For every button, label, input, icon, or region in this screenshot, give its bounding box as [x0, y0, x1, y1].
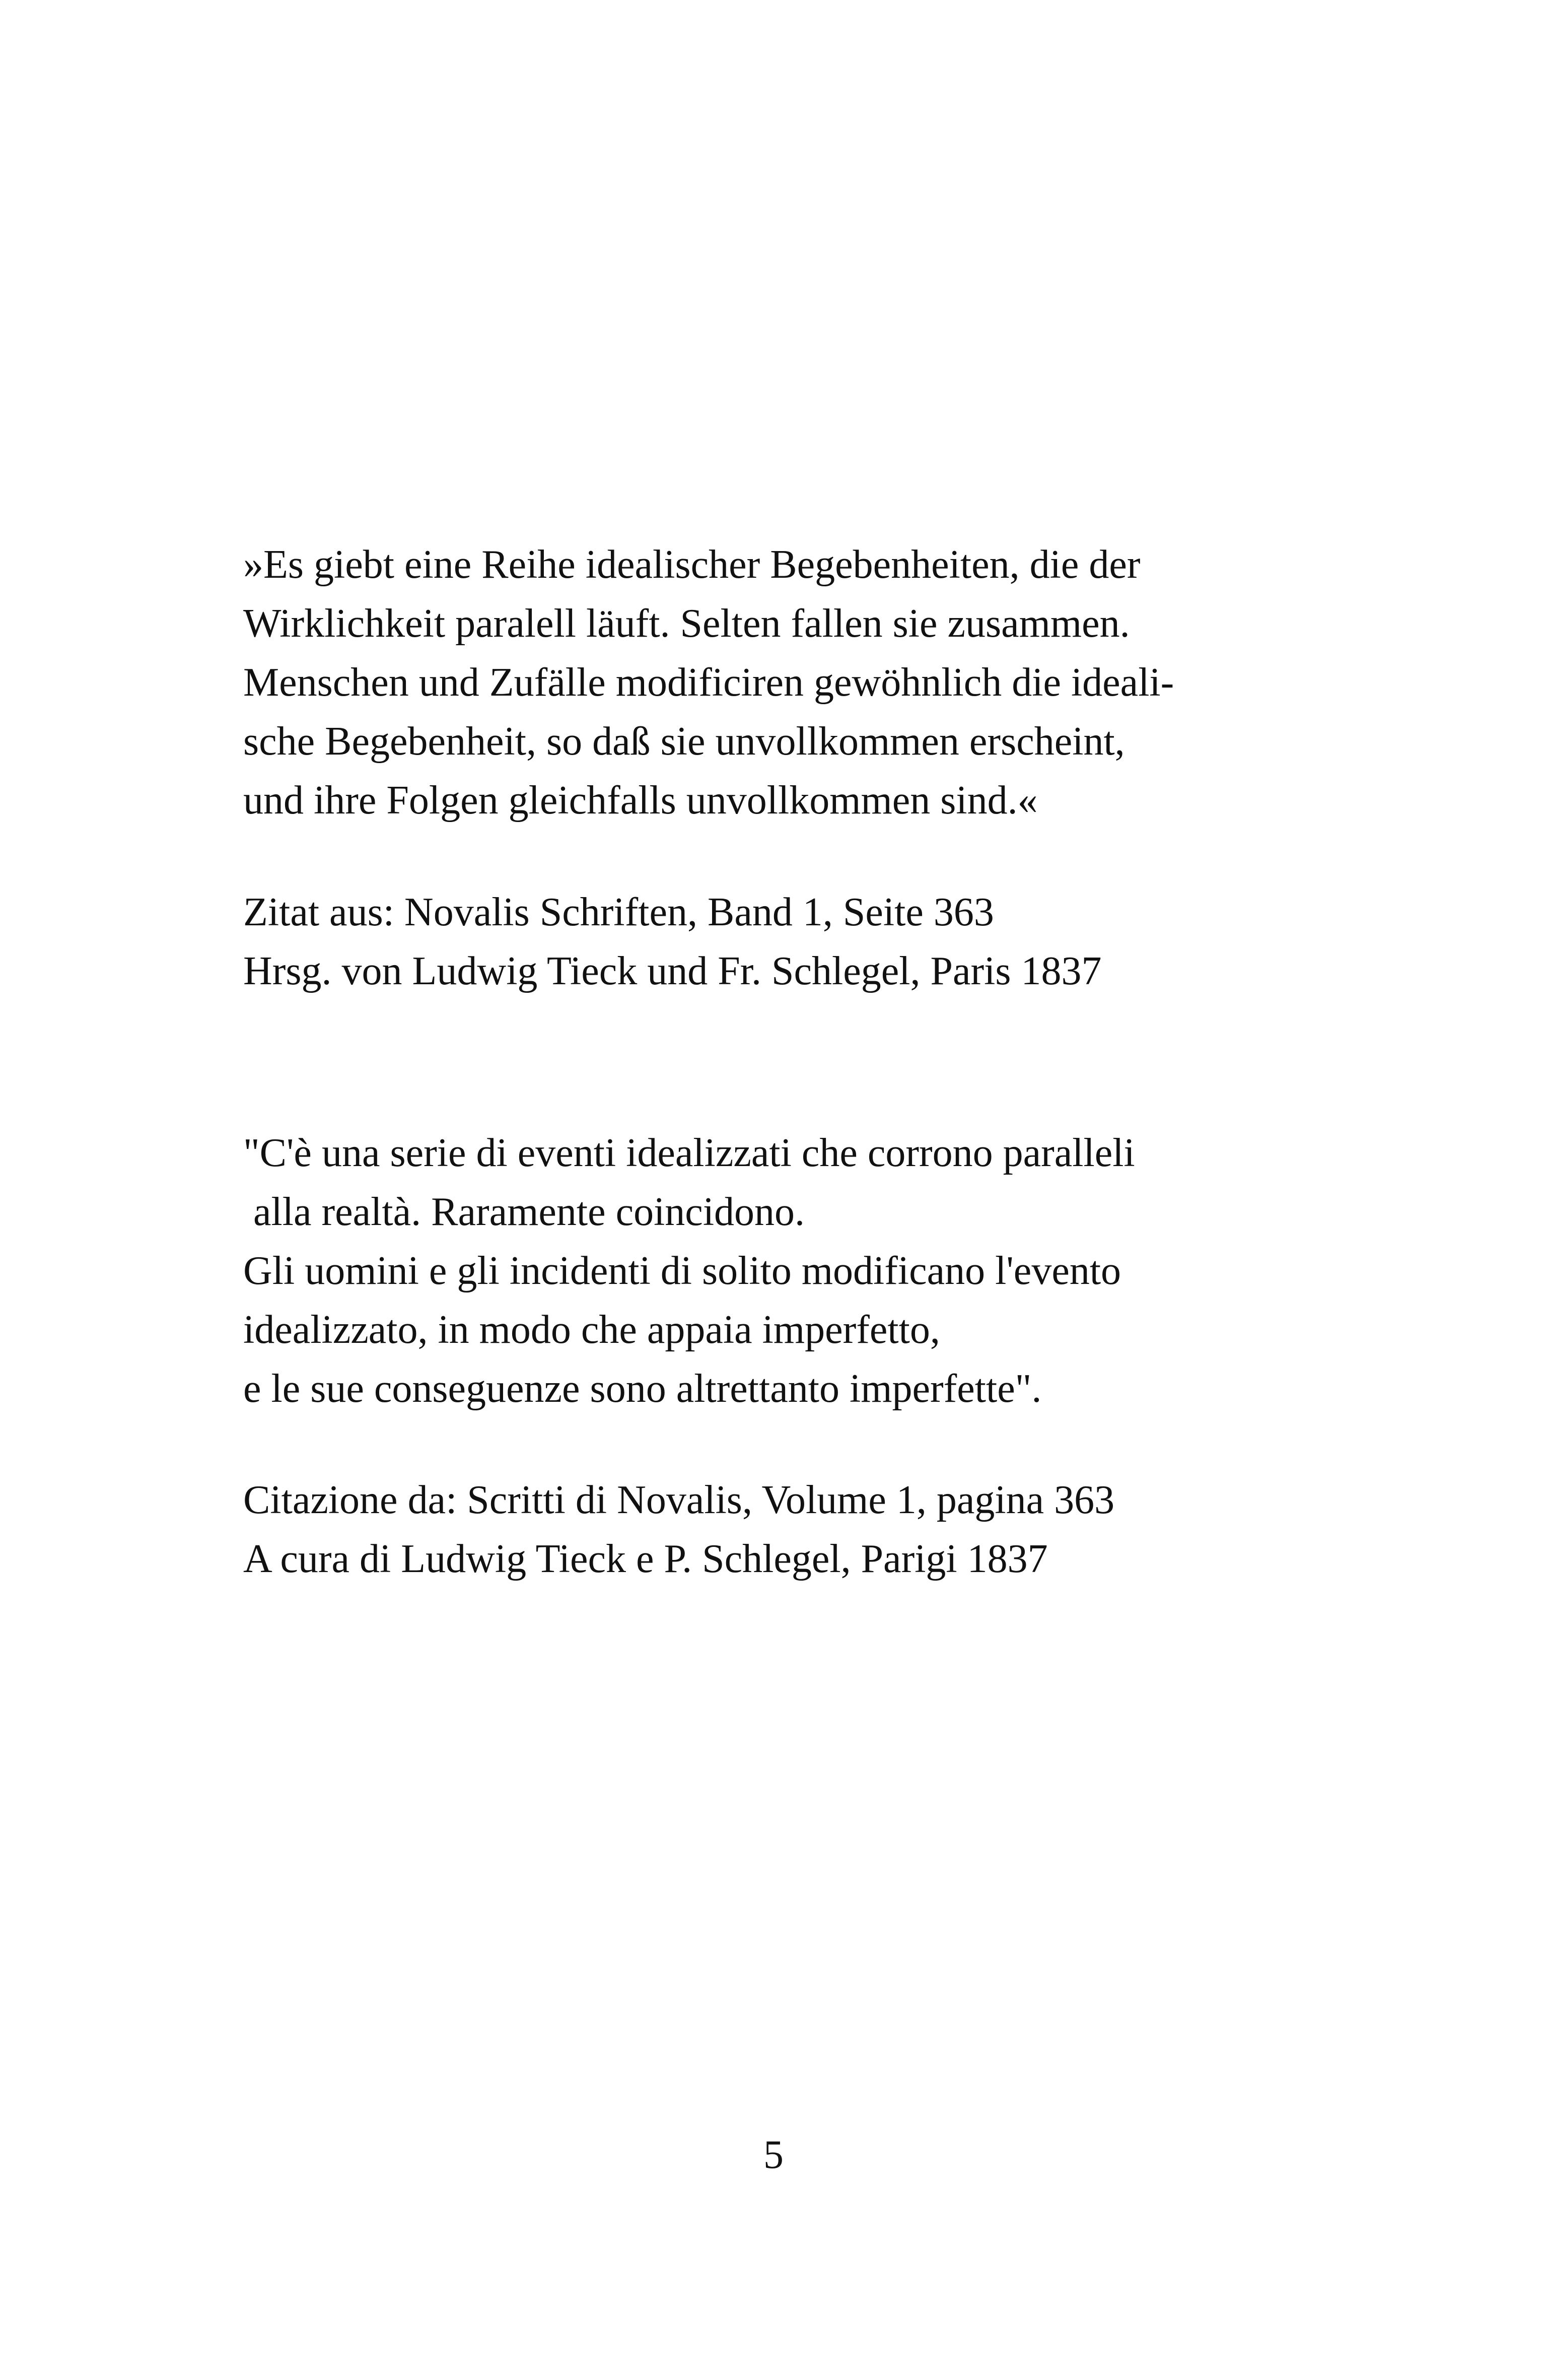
italian-quote-line-4: idealizzato, in modo che appaia imperfetto, — [243, 1308, 940, 1352]
german-quote-line-5: und ihre Folgen gleichfalls unvollkommen sind.« — [243, 778, 1038, 823]
german-source-line-1: Zitat aus: Novalis Schriften, Band 1, Seite 363 — [243, 890, 994, 934]
italian-source-line-2: A cura di Ludwig Tieck e P. Schlegel, Parigi 1837 — [243, 1537, 1048, 1581]
german-quote-line-2: Wirklichkeit paralell läuft. Selten fallen sie zusammen. — [243, 601, 1130, 646]
german-quote-line-1: »Es giebt eine Reihe idealischer Begebenheiten, die der — [243, 542, 1141, 587]
italian-quote-line-2: alla realtà. Raramente coincidono. — [243, 1190, 805, 1234]
italian-quote-line-3: Gli uomini e gli incidenti di solito modificano l'evento — [243, 1249, 1121, 1293]
page-number: 5 — [763, 2133, 784, 2177]
german-quote — [243, 535, 1401, 830]
italian-quote-line-5: e le sue conseguenze sono altrettanto imperfette". — [243, 1367, 1042, 1411]
german-source-line-2: Hrsg. von Ludwig Tieck und Fr. Schlegel, Paris 1837 — [243, 949, 1102, 993]
italian-quote — [243, 1124, 1401, 1418]
italian-quote-line-1: "C'è una serie di eventi idealizzati che corrono paralleli — [243, 1131, 1135, 1175]
german-quote-line-4: sche Begebenheit, so daß sie unvollkommen erscheint, — [243, 719, 1125, 764]
german-quote-line-3: Menschen und Zufälle modificiren gewöhnlich die ideali- — [243, 660, 1174, 705]
german-source-citation — [243, 883, 1401, 1001]
italian-source-line-1: Citazione da: Scritti di Novalis, Volume 1, pagina 363 — [243, 1478, 1115, 1522]
italian-source-citation — [243, 1471, 1401, 1589]
